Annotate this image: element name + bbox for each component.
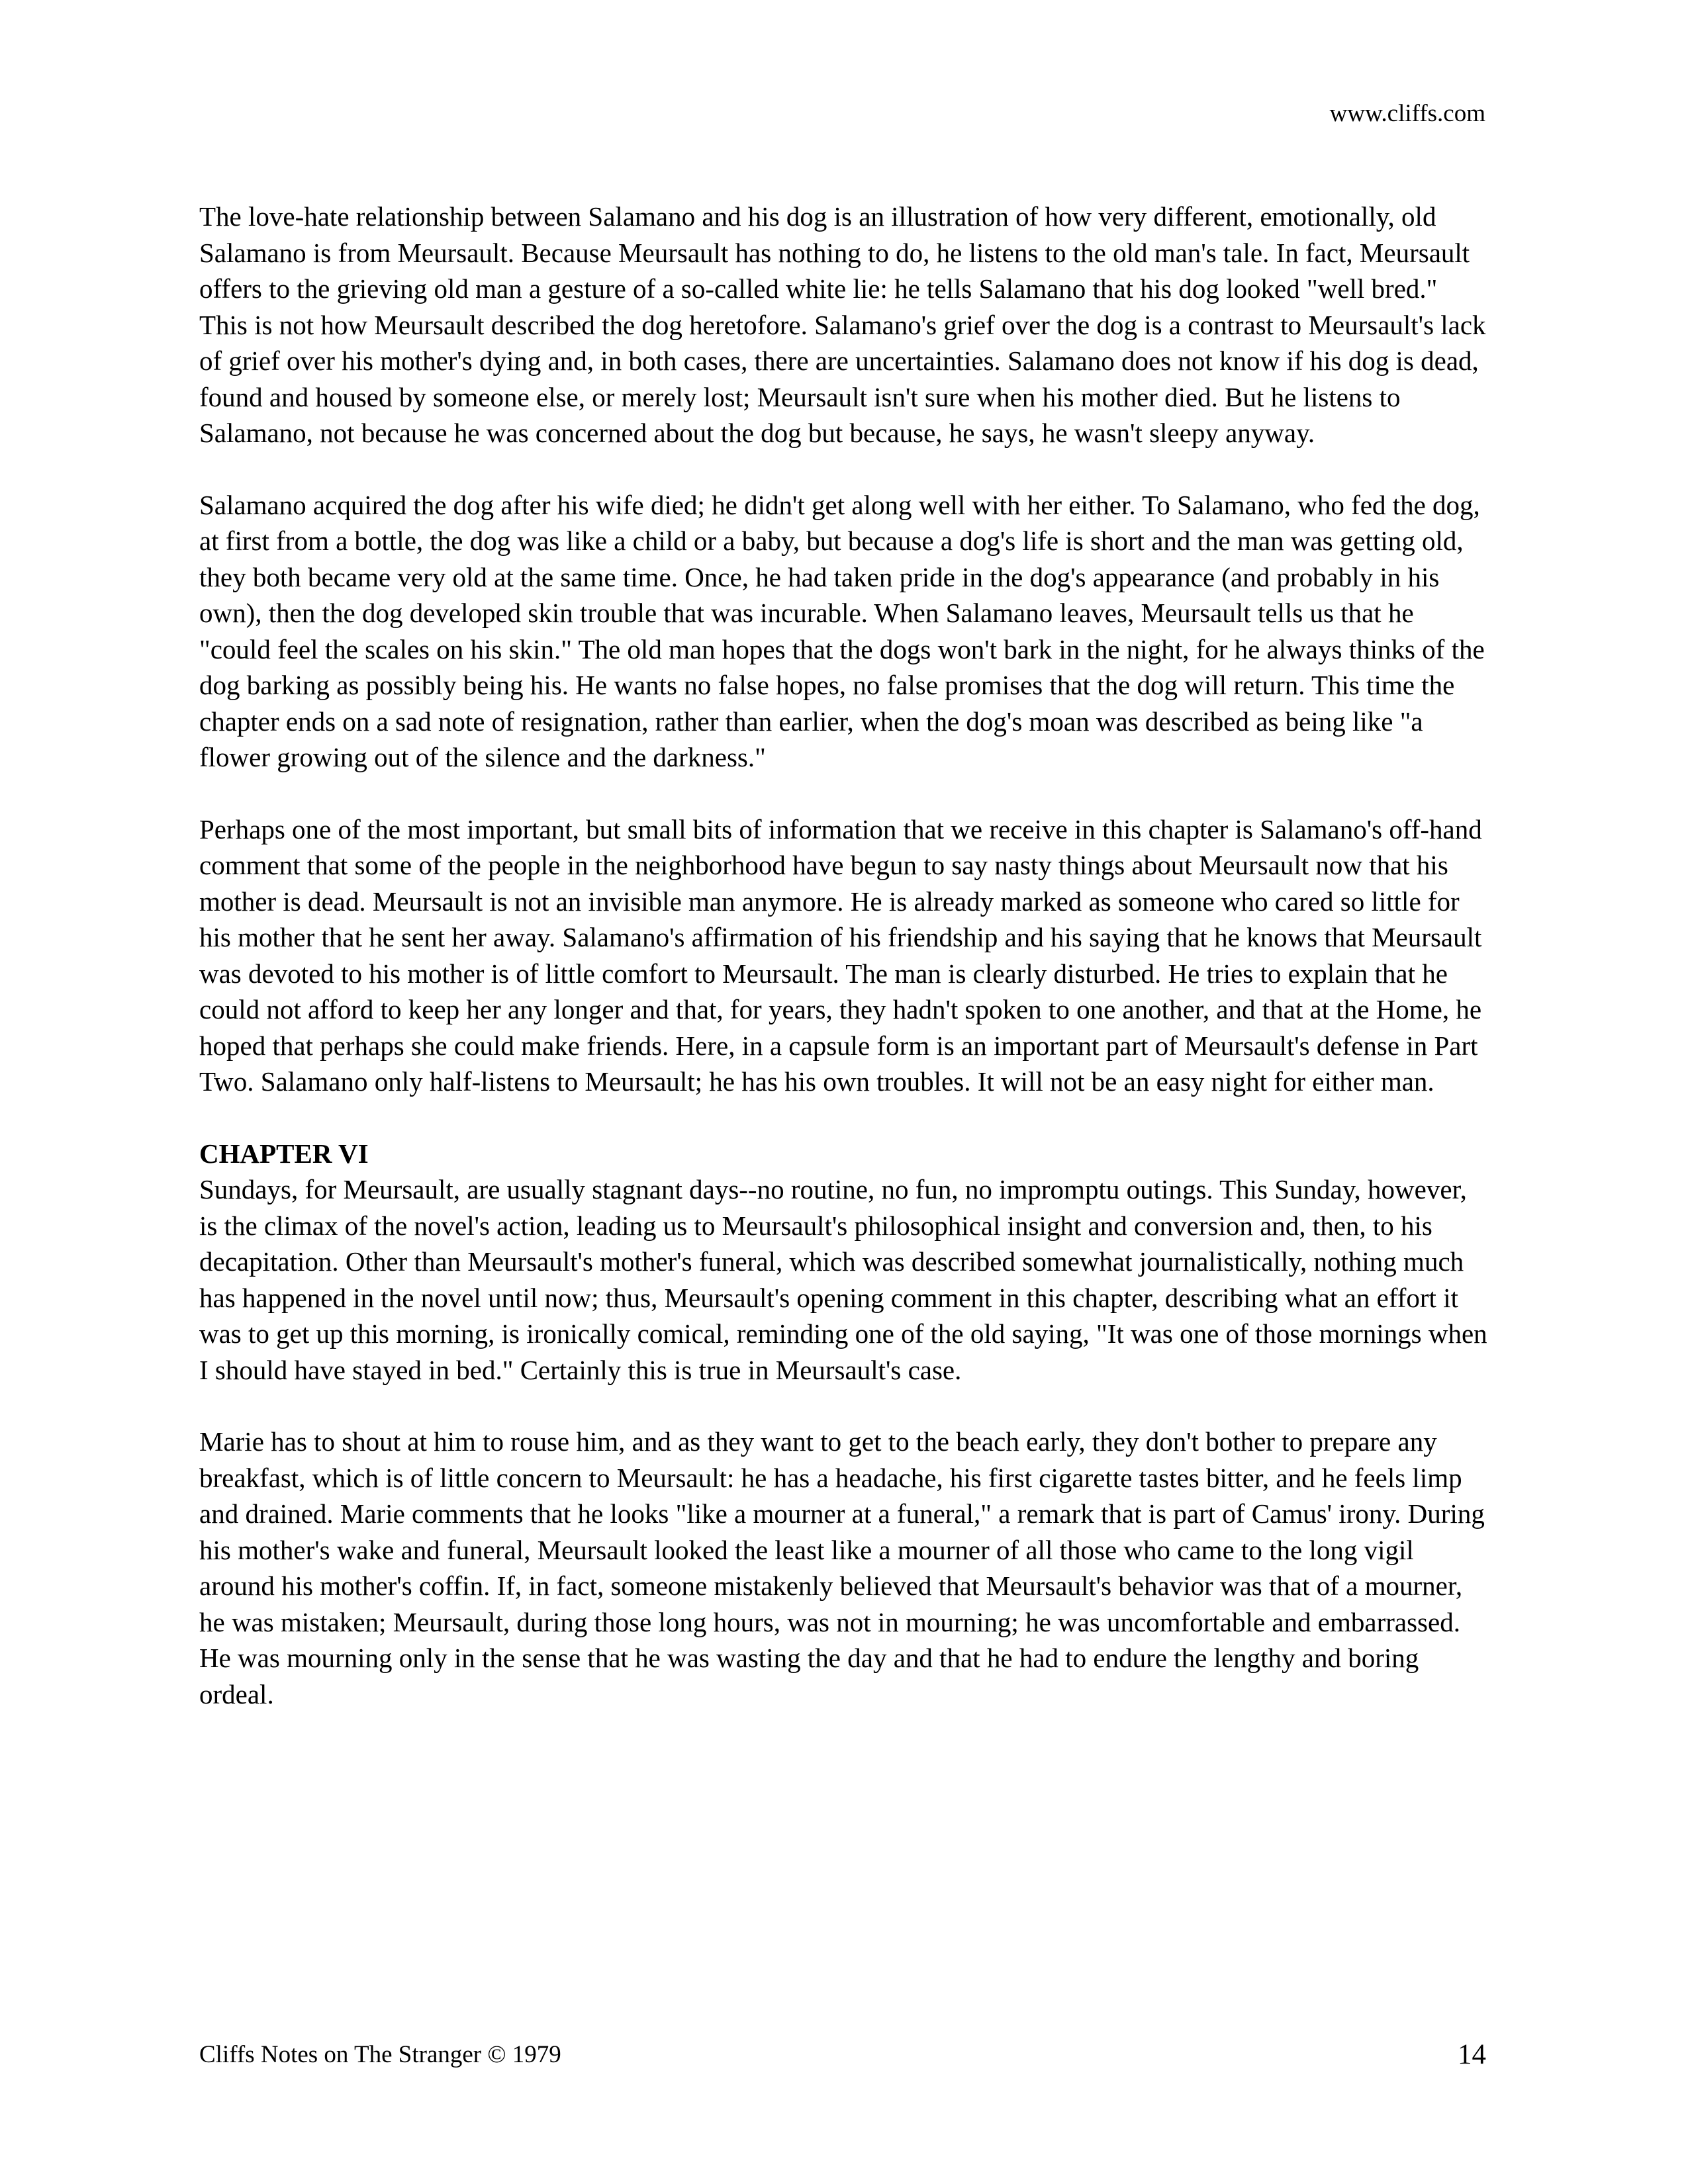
paragraph-salamano-dog: The love-hate relationship between Salamano and his dog is an illustration of how very different, emotionally, old Salamano is from Meursault. Because Meursault has nothing to do, he listens to the old man's tale. In fact, Meursault offers to the grieving old man a gesture of a so-called white lie: he tells Salamano that his dog looked "well bred." This is not how Meursault described the dog heretofore. Salamano's grief over the dog is a contrast to Meursault's lack of grief over his mother's dying and, in both cases, there are uncertainties. Salamano does not know if his dog is dead, found and housed by someone else, or merely lost; Meursault isn't sure when his mother died. But he listens to Salamano, not because he was concerned about the dog but because, he says, he wasn't sleepy anyway. — [199, 201, 1486, 448]
paragraph-sundays: Sundays, for Meursault, are usually stagnant days--no routine, no fun, no impromptu outings. This Sunday, however, is the climax of the novel's action, leading us to Meursault's philosophical insight and conversion and, then, to his decapitation. Other than Meursault's mother's funeral, which was described somewhat journalistically, nothing much has happened in the novel until now; thus, Meursault's opening comment in this chapter, describing what an effort it was to get up this morning, is ironically comical, reminding one of the old saying, "It was one of those mornings when I should have stayed in bed." Certainly this is true in Meursault's case. — [199, 1174, 1487, 1385]
page-number: 14 — [1458, 2039, 1486, 2070]
site-url: www.cliffs.com — [1329, 100, 1485, 127]
paragraph-marie-beach: Marie has to shout at him to rouse him, and as they want to get to the beach early, they don't bother to prepare any breakfast, which is of little concern to Meursault: he has a headache, his first cigarette tastes bitter, and he feels limp and drained. Marie comments that he looks "like a mourner at a funeral," a remark that is part of Camus' irony. During his mother's wake and funeral, Meursault looked the least like a mourner of all those who came to the long vigil around his mother's coffin. If, in fact, someone mistakenly believed that Meursault's behavior was that of a mourner, he was mistaken; Meursault, during those long hours, was not in mourning; he was uncomfortable and embarrassed. He was mourning only in the sense that he was wasting the day and that he had to endure the lengthy and boring ordeal. — [199, 1426, 1485, 1709]
paragraph-salamano-wife: Salamano acquired the dog after his wife died; he didn't get along well with her either. To Salamano, who fed the dog, at first from a bottle, the dog was like a child or a baby, but because a dog's life is short and the man was getting old, they both became very old at the same time. Once, he had taken pride in the dog's appearance (and probably in his own), then the dog developed skin trouble that was incurable. When Salamano leaves, Meursault tells us that he "could feel the scales on his skin." The old man hopes that the dogs won't bark in the night, for he always thinks of the dog barking as possibly being his. He wants no false hopes, no false promises that the dog will return. This time the chapter ends on a sad note of resignation, rather than earlier, when the dog's moan was described as being like "a flower growing out of the silence and the darkness." — [199, 489, 1485, 772]
paragraph-neighborhood-comment: Perhaps one of the most important, but small bits of information that we receive in this chapter is Salamano's off-hand comment that some of the people in the neighborhood have begun to say nasty things about Meursault now that his mother is dead. Meursault is not an invisible man anymore. He is already marked as someone who cared so little for his mother that he sent her away. Salamano's affirmation of his friendship and his saying that he knows that Meursault was devoted to his mother is of little comfort to Meursault. The man is clearly disturbed. He tries to explain that he could not afford to keep her any longer and that, for years, they hadn't spoken to one another, and that at the Home, he hoped that perhaps she could make friends. Here, in a capsule form is an important part of Meursault's defense in Part Two. Salamano only half-listens to Meursault; he has his own troubles. It will not be an easy night for either man. — [199, 813, 1482, 1097]
footer-source: Cliffs Notes on The Stranger © 1979 — [199, 2041, 561, 2068]
chapter-heading: CHAPTER VI — [199, 1138, 369, 1169]
page-content — [199, 199, 1490, 1748]
